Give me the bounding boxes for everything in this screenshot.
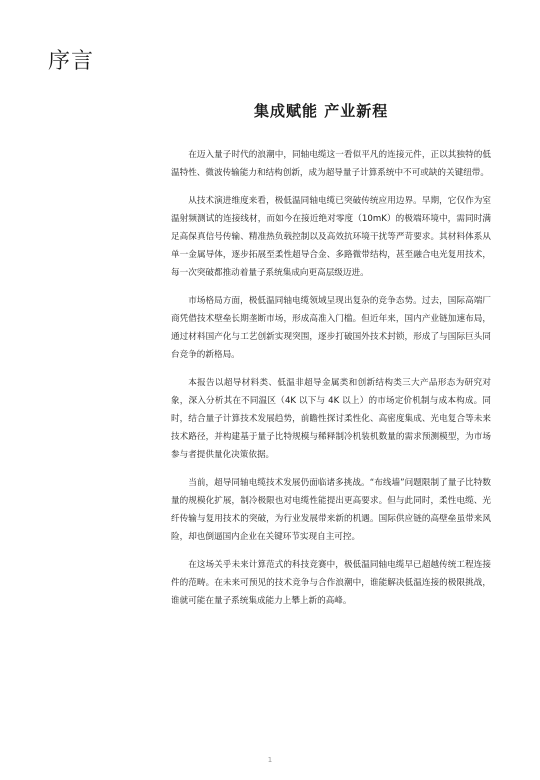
paragraph: 本报告以超导材料类、低温非超导金属类和创新结构类三大产品形态为研究对象，深入分析其在不同温区（4K 以下与 4K 以上）的市场定价机制与成本构成。同时，结合量子计算技术发展趋势，前瞻性探讨柔性化、高密度集成、光电复合等未来技术路径，并构建基于量子比特规模与稀释制冷机装机数量的需求预测模型，为市场参与者提供量化决策依据。 bbox=[171, 378, 491, 460]
body-text bbox=[171, 146, 491, 620]
paragraph: 在迈入量子时代的浪潮中，同轴电缆这一看似平凡的连接元件，正以其独特的低温特性、微波传输能力和结构创新，成为超导量子计算系统中不可或缺的关键纽带。 bbox=[171, 150, 491, 178]
section-subtitle: 集成赋能 产业新程 bbox=[254, 102, 389, 120]
page-heading: 序言 bbox=[48, 49, 95, 74]
page-number: 1 bbox=[267, 756, 273, 764]
paragraph: 当前，超导同轴电缆技术发展仍面临诸多挑战。“布线墙”问题限制了量子比特数量的规模化扩展，制冷极限也对电缆性能提出更高要求。但与此同时，柔性电缆、光纤传输与复用技术的突破，为行业发展带来新的机遇。国际供应链的高壁垒虽带来风险，却也倒逼国内企业在关键环节实现自主可控。 bbox=[171, 478, 491, 542]
paragraph: 从技术演进维度来看，极低温同轴电缆已突破传统应用边界。早期，它仅作为室温射频测试的连接线材，而如今在接近绝对零度（10mK）的极端环境中，需同时满足高保真信号传输、精准热负载控制以及高效抗环境干扰等严苛要求。其材料体系从单一金属导体，逐步拓展至柔性超导合金、多路微带结构，甚至融合电光复用技术，每一次突破都推动着量子系统集成向更高层级迈进。 bbox=[171, 196, 491, 278]
paragraph: 市场格局方面，极低温同轴电缆领域呈现出复杂的竞争态势。过去，国际高端厂商凭借技术壁垒长期垄断市场，形成高准入门槛。但近年来，国内产业链加速布局，通过材料国产化与工艺创新实现突围，逐步打破国外技术封锁，形成了与国际巨头同台竞争的新格局。 bbox=[171, 296, 491, 360]
paragraph: 在这场关乎未来计算范式的科技竞赛中，极低温同轴电缆早已超越传统工程连接件的范畴。在未来可预见的技术竞争与合作浪潮中，谁能解决低温连接的极限挑战，谁就可能在量子系统集成能力上攀上新的高峰。 bbox=[171, 560, 491, 606]
